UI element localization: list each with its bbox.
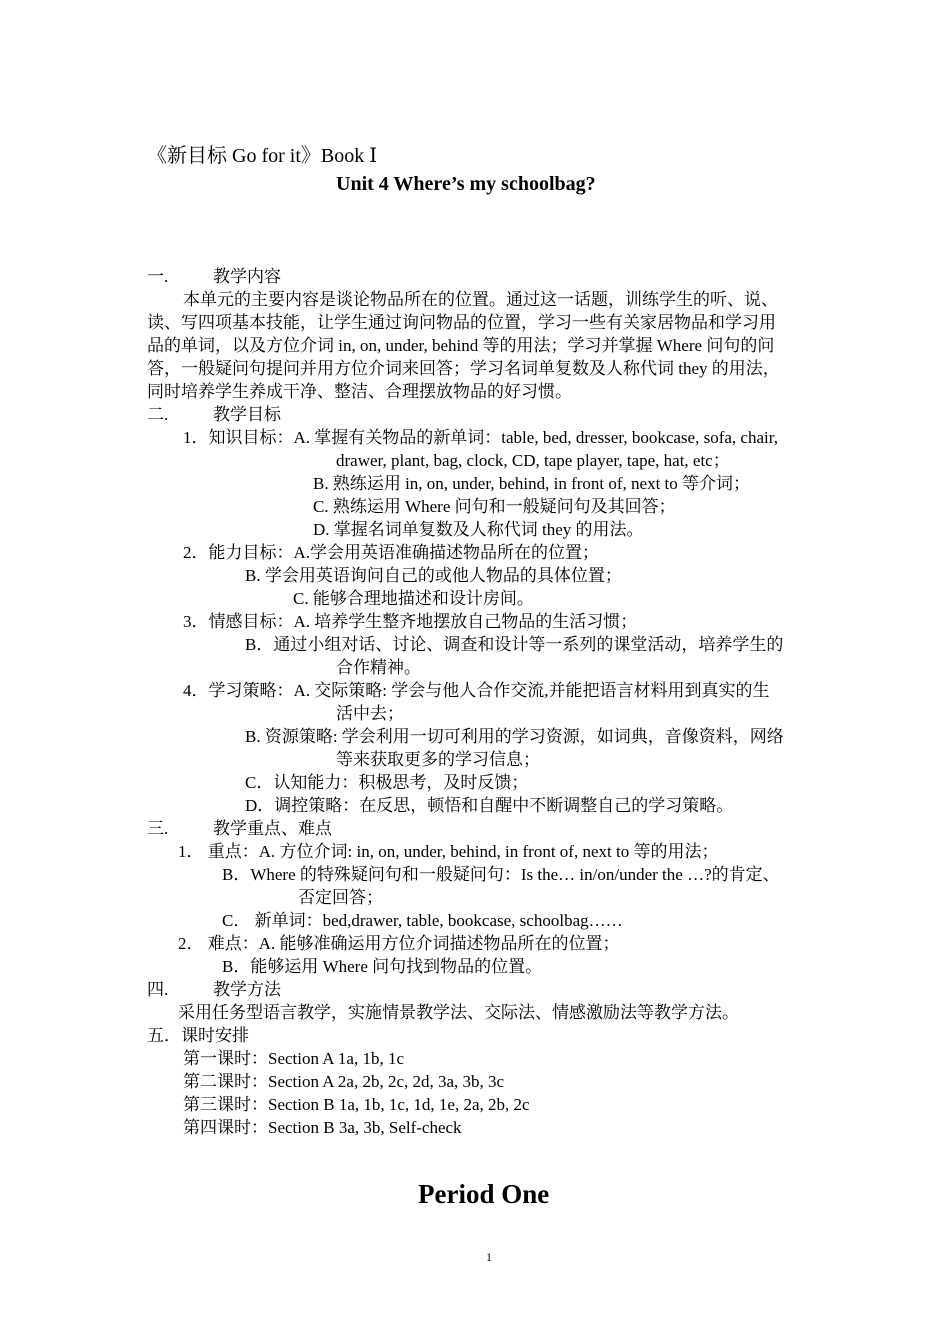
keypoint-line: B．能够运用 Where 问句找到物品的位置。 (222, 957, 543, 976)
section-2-heading (147, 403, 281, 426)
objective-line: D．调控策略：在反思，顿悟和自醒中不断调整自己的学习策略。 (245, 796, 734, 815)
paragraph-line: 本单元的主要内容是谈论物品所在的位置。通过这一话题，训练学生的听、说、 (183, 290, 778, 309)
section-1-heading (147, 265, 281, 288)
unit-title: Unit 4 Where’s my schoolbag? (336, 173, 596, 195)
keypoint-line: C． 新单词：bed,drawer, table, bookcase, schoolbag…… (222, 911, 623, 930)
objective-line: C．认知能力：积极思考，及时反馈； (245, 773, 529, 792)
period-title: Period One (418, 1179, 550, 1209)
section-4-number: 四. (147, 980, 169, 999)
objective-line: C. 熟练运用 Where 问句和一般疑问句及其回答； (313, 497, 676, 516)
schedule-line: 第三课时：Section B 1a, 1b, 1c, 1d, 1e, 2a, 2b, 2c (183, 1095, 530, 1114)
section-4-heading (147, 978, 281, 1001)
section-3-number: 三. (147, 819, 169, 838)
schedule-line: 第一课时：Section A 1a, 1b, 1c (183, 1049, 404, 1068)
objective-line: C. 能够合理地描述和设计房间。 (293, 589, 534, 608)
objective-line: B. 学会用英语询问自己的或他人物品的具体位置； (245, 566, 622, 585)
schedule-line: 第四课时：Section B 3a, 3b, Self-check (183, 1118, 462, 1137)
paragraph-line: 答，一般疑问句提问并用方位介词来回答；学习名词单复数及人称代词 they 的用法， (147, 359, 780, 378)
section-3-heading (147, 817, 332, 840)
section-2-title: 教学目标 (213, 405, 281, 424)
keypoint-line: 2． 难点：A. 能够准确运用方位介词描述物品所在的位置； (178, 934, 620, 953)
objective-line: 等来获取更多的学习信息； (336, 750, 540, 769)
book-title: 《新目标 Go for it》Book Ⅰ (147, 145, 378, 167)
section-1-number: 一. (147, 267, 169, 286)
paragraph-line: 品的单词，以及方位介词 in, on, under, behind 等的用法；学习并掌握 Where 问句的问 (147, 336, 775, 355)
keypoint-line: 否定回答； (298, 888, 383, 907)
section-2-number: 二. (147, 405, 169, 424)
objective-line: 4．学习策略：A. 交际策略: 学会与他人合作交流,并能把语言材料用到真实的生 (183, 681, 770, 700)
objective-line: drawer, plant, bag, clock, CD, tape player, tape, hat, etc； (336, 451, 730, 470)
paragraph-line: 同时培养学生养成干净、整洁、合理摆放物品的好习惯。 (147, 382, 572, 401)
section-3-title: 教学重点、难点 (213, 819, 332, 838)
keypoint-line: B．Where 的特殊疑问句和一般疑问句：Is the… in/on/under the …?的肯定、 (222, 865, 780, 884)
method-line: 采用任务型语言教学，实施情景教学法、交际法、情感激励法等教学方法。 (178, 1003, 739, 1022)
objective-line: 3．情感目标：A. 培养学生整齐地摆放自己物品的生活习惯； (183, 612, 638, 631)
objective-line: B．通过小组对话、讨论、调查和设计等一系列的课堂活动，培养学生的 (245, 635, 784, 654)
objective-line: D. 掌握名词单复数及人称代词 they 的用法。 (313, 520, 644, 539)
objective-line: 1．知识目标：A. 掌握有关物品的新单词：table, bed, dresser, bookcase, sofa, chair, (183, 428, 778, 447)
keypoint-line: 1． 重点：A. 方位介词: in, on, under, behind, in front of, next to 等的用法； (178, 842, 719, 861)
section-5-heading: 五．课时安排 (147, 1026, 249, 1045)
objective-line: B. 资源策略: 学会利用一切可利用的学习资源，如词典，音像资料，网络 (245, 727, 784, 746)
schedule-line: 第二课时：Section A 2a, 2b, 2c, 2d, 3a, 3b, 3c (183, 1072, 505, 1091)
paragraph-line: 读、写四项基本技能，让学生通过询问物品的位置，学习一些有关家居物品和学习用 (147, 313, 776, 332)
section-1-title: 教学内容 (213, 267, 281, 286)
objective-line: 合作精神。 (336, 658, 421, 677)
section-4-title: 教学方法 (213, 980, 281, 999)
objective-line: 2．能力目标：A.学会用英语准确描述物品所在的位置； (183, 543, 600, 562)
objective-line: 活中去； (336, 704, 404, 723)
page-number: 1 (486, 1250, 492, 1264)
objective-line: B. 熟练运用 in, on, under, behind, in front of, next to 等介词； (313, 474, 751, 493)
